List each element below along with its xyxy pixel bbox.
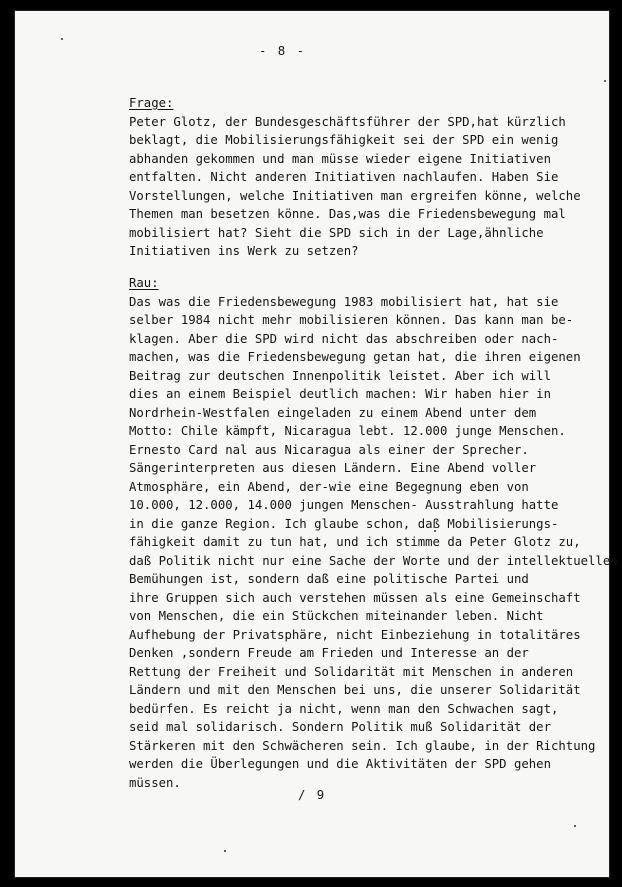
- answer-line: daß Politik nicht nur eine Sache der Worte und der intellektuellen: [129, 553, 618, 568]
- answer-line: dies an einem Beispiel deutlich machen: Wir haben hier in: [129, 387, 551, 401]
- answer-line: Ernesto Card nal aus Nicaragua als einer der Sprecher.: [129, 442, 529, 457]
- answer-line: seid mal solidarisch. Sondern Politik muß Solidarität der: [129, 720, 551, 734]
- question-line: Peter Glotz, der Bundesgeschäftsführer der SPD,hat kürzlich: [129, 114, 566, 129]
- scan-speck: [574, 825, 576, 827]
- answer-line: Atmosphäre, ein Abend, der-wie eine Begegnung eben von: [129, 479, 529, 494]
- answer-line: Beitrag zur deutschen Innenpolitik leistet. Aber ich will: [129, 368, 551, 383]
- answer-line: fähigkeit damit zu tun hat, und ich stimme da Peter Glotz zu,: [129, 535, 581, 549]
- answer-line: klagen. Aber die SPD wird nicht das abschreiben oder nach-: [129, 331, 559, 346]
- scan-speck: [604, 80, 606, 82]
- scan-speck: [224, 850, 226, 852]
- document-page: [14, 10, 618, 878]
- answer-line: Rettung der Freiheit und Solidarität mit Menschen in anderen: [129, 664, 574, 679]
- answer-heading: Rau:: [129, 276, 159, 290]
- answer-line: Denken ,sondern Freude am Frieden und Interesse an der: [129, 646, 529, 660]
- question-line: beklagt, die Mobilisierungsfähigkeit sei der SPD ein wenig: [129, 133, 559, 147]
- question-line: abhanden gekommen und man müsse wieder eigene Initiativen: [129, 151, 551, 166]
- answer-line: Sängerinterpreten aus diesen Ländern. Eine Abend voller: [129, 461, 537, 475]
- answer-line: ihre Gruppen sich auch verstehen müssen als eine Gemeinschaft: [129, 590, 581, 605]
- answer-line: Aufhebung der Privatsphäre, nicht Einbeziehung in totalitäres: [129, 627, 581, 642]
- answer-line: bedürfen. Es reicht ja nicht, wenn man den Schwachen sagt,: [129, 701, 559, 716]
- answer-line: müssen.: [129, 775, 181, 790]
- answer-line: Nordrhein-Westfalen eingeladen zu einem Abend unter dem: [129, 405, 537, 420]
- question-line: entfalten. Nicht anderen Initiativen nachlaufen. Haben Sie: [129, 170, 559, 184]
- question-heading: Frage:: [129, 96, 174, 110]
- scan-speck: [61, 38, 63, 40]
- question-line: Themen man besetzen könne. Das,was die Friedensbewegung mal: [129, 207, 566, 221]
- answer-line: Motto: Chile kämpft, Nicaragua lebt. 12.000 junge Menschen.: [129, 424, 566, 438]
- answer-line: Ländern und mit den Menschen bei uns, die unserer Solidarität: [129, 683, 581, 697]
- answer-line: Bemühungen ist, sondern daß eine politische Partei und: [129, 572, 529, 586]
- answer-line: Stärkeren mit den Schwächeren sein. Ich glaube, in der Richtung: [129, 738, 596, 753]
- answer-line: in die ganze Region. Ich glaube schon, daß Mobilisierungs-: [129, 516, 559, 531]
- question-line: Vorstellungen, welche Initiativen man ergreifen könne, welche: [129, 188, 581, 203]
- answer-line: von Menschen, die ein Stückchen miteinander leben. Nicht: [129, 609, 544, 623]
- answer-line: werden die Überlegungen und die Aktivitäten der SPD gehen: [129, 757, 551, 771]
- continuation-marker: / 9: [298, 788, 327, 802]
- answer-line: machen, was die Friedensbewegung getan hat, die ihren eigenen: [129, 350, 581, 364]
- answer-section: [129, 274, 618, 792]
- page-number: - 8 -: [259, 44, 307, 58]
- answer-line: selber 1984 nicht mehr mobilisieren können. Das kann man be-: [129, 313, 574, 327]
- question-line: Initiativen ins Werk zu setzen?: [129, 244, 359, 258]
- answer-line: 10.000, 12.000, 14.000 jungen Menschen- Ausstrahlung hatte: [129, 498, 559, 512]
- scan-speck: [434, 530, 436, 532]
- question-section: [129, 94, 599, 261]
- question-line: mobilisiert hat? Sieht die SPD sich in der Lage,ähnliche: [129, 225, 544, 240]
- answer-line: Das was die Friedensbewegung 1983 mobilisiert hat, hat sie: [129, 294, 559, 309]
